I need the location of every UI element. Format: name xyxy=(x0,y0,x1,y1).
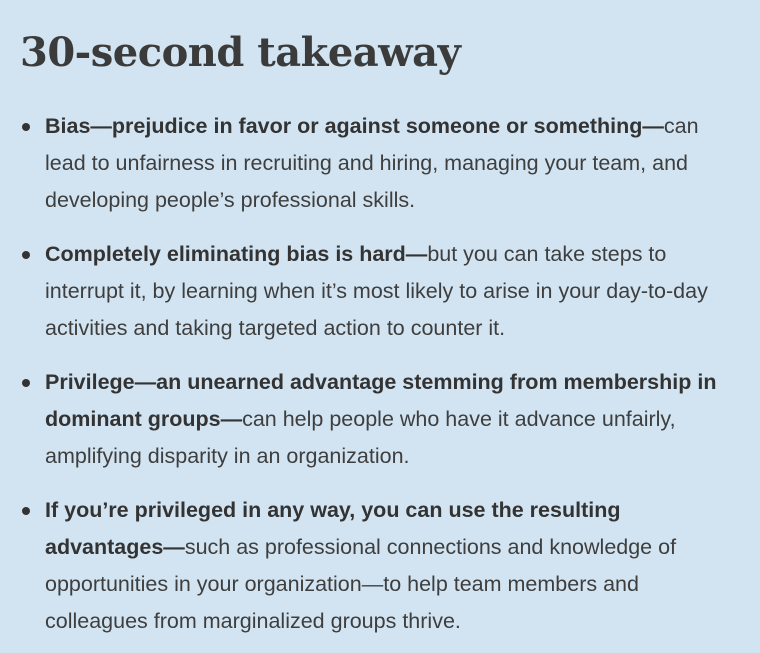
bullet-icon xyxy=(22,379,30,387)
bullet-icon xyxy=(22,507,30,515)
item-bold-text: Completely eliminating bias is hard— xyxy=(45,242,428,266)
list-item xyxy=(20,492,740,640)
item-bold-text: Bias—prejudice in favor or against someone or something— xyxy=(45,114,664,138)
item-text: can lead to unfairness in recruiting and hiring, managing your team, and developing people’s professional skills. xyxy=(45,114,699,212)
item-bold-text: If you’re privileged in any way, you can use the resulting advantages— xyxy=(45,498,621,559)
list-item xyxy=(20,108,740,219)
item-bold-text: Privilege—an unearned advantage stemming from membership in dominant groups— xyxy=(45,370,717,431)
list-item xyxy=(20,364,740,475)
list-item xyxy=(20,236,740,347)
item-text: can help people who have it advance unfairly, amplifying disparity in an organization. xyxy=(45,407,676,468)
item-text: but you can take steps to interrupt it, by learning when it’s most likely to arise in your day-to-day activities and taking targeted action to counter it. xyxy=(45,242,708,340)
item-text: such as professional connections and knowledge of opportunities in your organization—to help team members and colleagues from marginalized groups thrive. xyxy=(45,535,677,633)
takeaway-list xyxy=(20,108,740,640)
bullet-icon xyxy=(22,251,30,259)
bullet-icon xyxy=(22,123,30,131)
page-title: 30-second takeaway xyxy=(20,29,461,76)
